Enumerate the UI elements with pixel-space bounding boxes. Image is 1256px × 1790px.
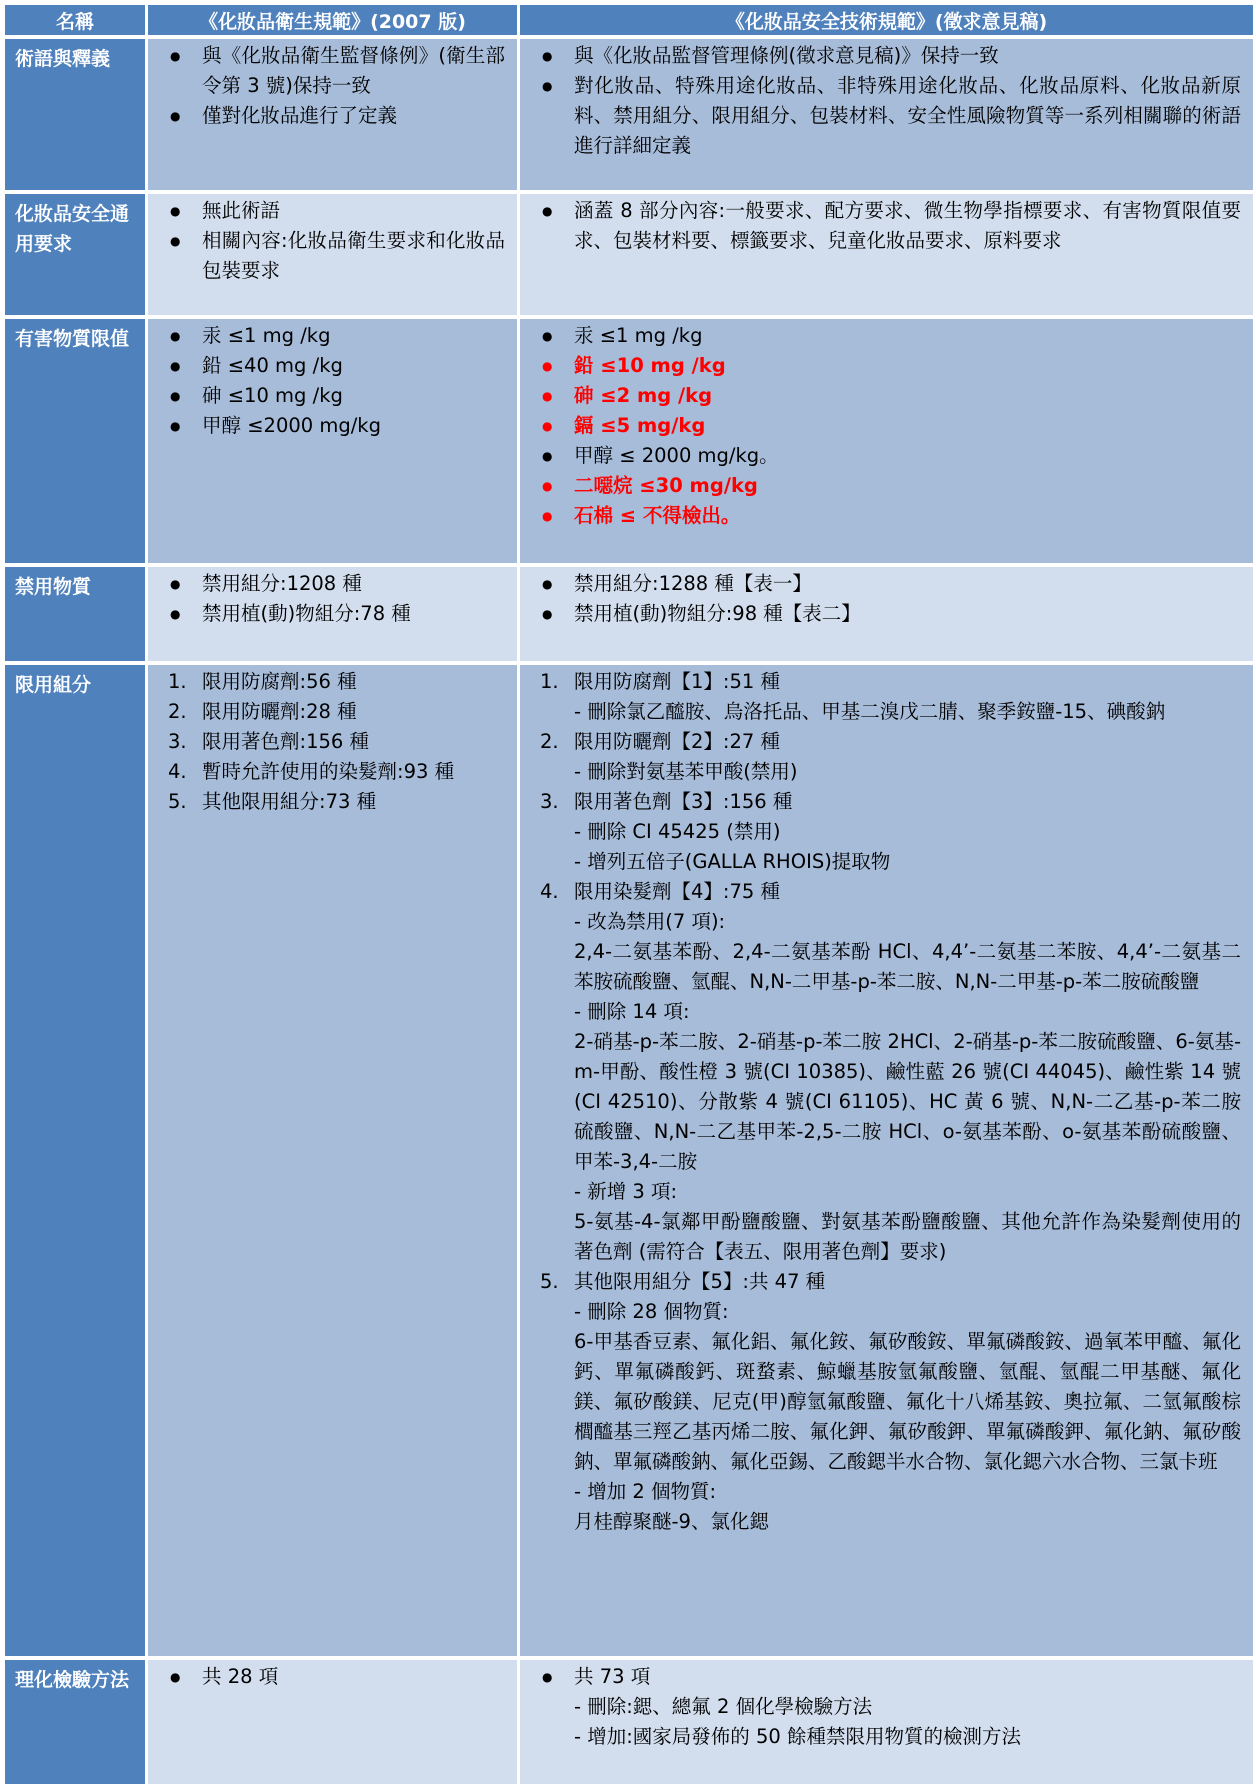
numbered-item bbox=[160, 697, 505, 727]
item-number: 5. bbox=[540, 1270, 559, 1293]
list-item: ● 與《化妝品監督管理條例(徵求意見稿)》保持一致 bbox=[532, 41, 1241, 71]
numbered-item bbox=[532, 787, 1241, 817]
general-old-cell bbox=[148, 194, 517, 315]
row-label-methods: 理化檢驗方法 bbox=[5, 1660, 145, 1784]
hazard-new-cell bbox=[520, 319, 1253, 563]
item-number: 4. bbox=[540, 880, 559, 903]
list-item: ● 涵蓋 8 部分內容:一般要求、配方要求、微生物學指標要求、有害物質限值要求、包裝材料要、標籤要求、兒童化妝品要求、原料要求 bbox=[532, 196, 1241, 256]
sub-item: - 刪除:鍶、總氟 2 個化學檢驗方法 bbox=[574, 1695, 873, 1718]
numbered-item bbox=[532, 877, 1241, 907]
numbered-item bbox=[532, 1267, 1241, 1297]
numbered-item bbox=[160, 757, 505, 787]
list-item: ● 僅對化妝品進行了定義 bbox=[160, 101, 505, 131]
general-new-cell bbox=[520, 194, 1253, 315]
list-item-changed: ● 二噁烷 ≤30 mg/kg bbox=[532, 471, 1241, 501]
numbered-item bbox=[532, 727, 1241, 757]
sub-item: - 增加:國家局發佈的 50 餘種禁限用物質的檢測方法 bbox=[574, 1725, 1022, 1748]
restricted-old-cell bbox=[148, 665, 517, 1656]
list-item: ● 與《化妝品衛生監督條例》(衛生部令第 3 號)保持一致 bbox=[160, 41, 505, 101]
sub-item-detail: 2-硝基-p-苯二胺、2-硝基-p-苯二胺 2HCl、2-硝基-p-苯二胺硫酸鹽、6-氨基-m-甲酚、酸性橙 3 號(CI 10385)、鹼性藍 26 號(CI 44045)、鹼性紫 14 號(CI 42510)、分散紫 4 號(CI 61105)、HC 黃 6 號、N,N-二乙基-p-苯二胺硫酸鹽、N,N-二乙基甲苯-2,5-二胺 HCl、o-氨基苯酚、o-氨基苯酚硫酸鹽、甲苯-3,4-二胺 bbox=[574, 1030, 1241, 1173]
header-new-standard: 《化妝品安全技術規範》(徵求意見稿) bbox=[520, 5, 1253, 35]
row-label-general: 化妝品安全通用要求 bbox=[5, 194, 145, 315]
item-text: 限用防腐劑【1】:51 種 bbox=[574, 670, 780, 693]
numbered-item bbox=[160, 667, 505, 697]
list-item: ● 無此術語 bbox=[160, 196, 505, 226]
item-text: 限用著色劑【3】:156 種 bbox=[574, 790, 793, 813]
sub-item-detail: 5-氨基-4-氯鄰甲酚鹽酸鹽、對氨基苯酚鹽酸鹽、其他允許作為染髮劑使用的著色劑 (需符合【表五、限用著色劑】要求) bbox=[574, 1210, 1241, 1263]
sub-item: - 刪除 14 項: bbox=[574, 1000, 690, 1023]
sub-item-detail: 6-甲基香豆素、氟化鋁、氟化銨、氟矽酸銨、單氟磷酸銨、過氧苯甲醯、氟化鈣、單氟磷酸鈣、斑蝥素、鯨蠟基胺氫氟酸鹽、氫醌、氫醌二甲基醚、氟化鎂、氟矽酸鎂、尼克(甲)醇氫氟酸鹽、氟化十八烯基銨、奧拉氟、二氫氟酸棕櫚醯基三羥乙基丙烯二胺、氟化鉀、氟矽酸鉀、單氟磷酸鉀、氟化鈉、氟矽酸鈉、單氟磷酸鈉、氟化亞錫、乙酸鍶半水合物、氯化鍶六水合物、三氯卡班 bbox=[574, 1330, 1241, 1473]
list-item: ● 對化妝品、特殊用途化妝品、非特殊用途化妝品、化妝品原料、化妝品新原料、禁用組分、限用組分、包裝材料、安全性風險物質等一系列相關聯的術語進行詳細定義 bbox=[532, 71, 1241, 161]
methods-new-cell bbox=[520, 1660, 1253, 1784]
item-number: 3. bbox=[540, 790, 559, 813]
item-text: 暫時允許使用的染髮劑:93 種 bbox=[202, 760, 455, 783]
numbered-item bbox=[532, 667, 1241, 697]
list-item: ● 甲醇 ≤2000 mg/kg bbox=[160, 411, 505, 441]
numbered-item bbox=[160, 787, 505, 817]
terms-old-cell bbox=[148, 39, 517, 190]
item-number: 2. bbox=[540, 730, 559, 753]
item-number: 5. bbox=[168, 790, 187, 813]
banned-new-cell bbox=[520, 567, 1253, 661]
item-number: 2. bbox=[168, 700, 187, 723]
item-text: 其他限用組分:73 種 bbox=[202, 790, 377, 813]
list-item-changed: ● 鉛 ≤10 mg /kg bbox=[532, 351, 1241, 381]
item-text: 限用防腐劑:56 種 bbox=[202, 670, 357, 693]
list-item-changed: ● 鎘 ≤5 mg/kg bbox=[532, 411, 1241, 441]
list-item: ● 汞 ≤1 mg /kg bbox=[160, 321, 505, 351]
list-item: ● 甲醇 ≤ 2000 mg/kg。 bbox=[532, 441, 1241, 471]
list-item: ● 鉛 ≤40 mg /kg bbox=[160, 351, 505, 381]
sub-item: - 刪除氯乙醯胺、烏洛托品、甲基二溴戊二腈、聚季銨鹽-15、碘酸鈉 bbox=[574, 700, 1166, 723]
row-label-restricted: 限用組分 bbox=[5, 665, 145, 1656]
list-item: ● 共 73 項 bbox=[532, 1662, 1241, 1692]
sub-item: - 增列五倍子(GALLA RHOIS)提取物 bbox=[574, 850, 891, 873]
terms-new-cell bbox=[520, 39, 1253, 190]
header-old-standard: 《化妝品衛生規範》(2007 版) bbox=[148, 5, 517, 35]
sub-item-detail: 月桂醇聚醚-9、氯化鍶 bbox=[574, 1510, 769, 1533]
banned-old-cell bbox=[148, 567, 517, 661]
list-item: ● 禁用組分:1208 種 bbox=[160, 569, 505, 599]
sub-item: - 刪除對氨基苯甲酸(禁用) bbox=[574, 760, 798, 783]
item-text: 限用染髮劑【4】:75 種 bbox=[574, 880, 780, 903]
restricted-new-cell bbox=[520, 665, 1253, 1656]
list-item: ● 共 28 項 bbox=[160, 1662, 505, 1692]
sub-item: - 改為禁用(7 項): bbox=[574, 910, 726, 933]
list-item: ● 相關內容:化妝品衛生要求和化妝品包裝要求 bbox=[160, 226, 505, 286]
sub-item: - 新增 3 項: bbox=[574, 1180, 678, 1203]
list-item-changed: ● 石棉 ≤ 不得檢出。 bbox=[532, 501, 1241, 531]
comparison-table bbox=[5, 5, 1251, 1785]
item-number: 3. bbox=[168, 730, 187, 753]
row-label-terms: 術語與釋義 bbox=[5, 39, 145, 190]
item-text: 限用防曬劑【2】:27 種 bbox=[574, 730, 780, 753]
item-text: 限用防曬劑:28 種 bbox=[202, 700, 357, 723]
hazard-old-cell bbox=[148, 319, 517, 563]
list-item: ● 砷 ≤10 mg /kg bbox=[160, 381, 505, 411]
methods-old-cell bbox=[148, 1660, 517, 1784]
item-number: 1. bbox=[168, 670, 187, 693]
item-text: 限用著色劑:156 種 bbox=[202, 730, 369, 753]
list-item: ● 禁用植(動)物組分:78 種 bbox=[160, 599, 505, 629]
list-item: ● 禁用植(動)物組分:98 種【表二】 bbox=[532, 599, 1241, 629]
list-item: ● 汞 ≤1 mg /kg bbox=[532, 321, 1241, 351]
row-label-banned: 禁用物質 bbox=[5, 567, 145, 661]
sub-item: - 增加 2 個物質: bbox=[574, 1480, 717, 1503]
item-text: 其他限用組分【5】:共 47 種 bbox=[574, 1270, 826, 1293]
sub-item: - 刪除 CI 45425 (禁用) bbox=[574, 820, 781, 843]
header-name: 名稱 bbox=[5, 5, 145, 35]
item-number: 1. bbox=[540, 670, 559, 693]
list-item: ● 禁用組分:1288 種【表一】 bbox=[532, 569, 1241, 599]
numbered-item bbox=[160, 727, 505, 757]
item-number: 4. bbox=[168, 760, 187, 783]
row-label-hazard: 有害物質限值 bbox=[5, 319, 145, 563]
list-item-changed: ● 砷 ≤2 mg /kg bbox=[532, 381, 1241, 411]
sub-item-detail: 2,4-二氨基苯酚、2,4-二氨基苯酚 HCl、4,4’-二氨基二苯胺、4,4’-二氨基二苯胺硫酸鹽、氫醌、N,N-二甲基-p-苯二胺、N,N-二甲基-p-苯二胺硫酸鹽 bbox=[574, 940, 1241, 993]
sub-item: - 刪除 28 個物質: bbox=[574, 1300, 729, 1323]
